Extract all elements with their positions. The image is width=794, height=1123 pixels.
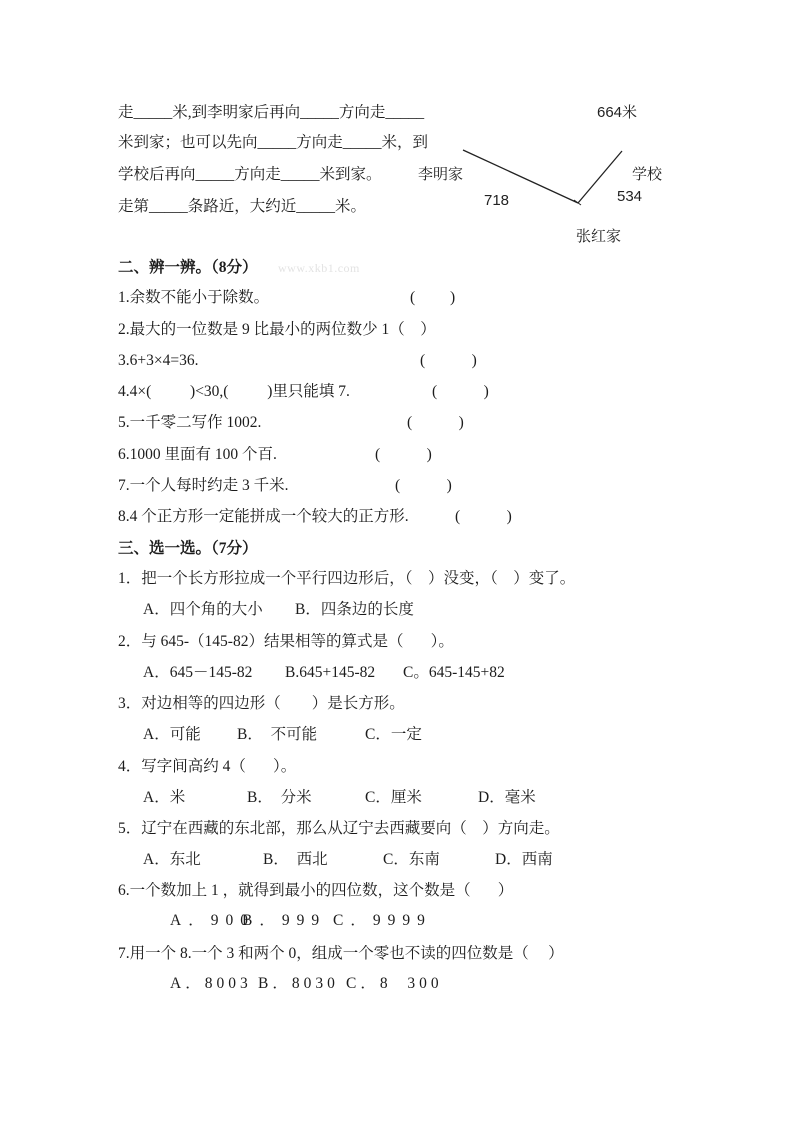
judge-item: 7.一个人每时约走 3 千米. xyxy=(118,477,289,494)
option-b: B．四条边的长度 xyxy=(295,601,414,618)
judge-item: 8.4 个正方形一定能拼成一个较大的正方形. xyxy=(118,508,409,525)
option-a: A．可能 xyxy=(143,726,201,743)
option-b: B.645+145-82 xyxy=(285,664,376,681)
option-b: B．999 xyxy=(242,912,327,929)
answer-paren: ( ) xyxy=(420,352,477,369)
diagram-label-top-distance: 664米 xyxy=(597,104,638,121)
option-a: A．东北 xyxy=(143,851,201,868)
option-a: A．645－145-82 xyxy=(143,664,253,681)
option-c: C．厘米 xyxy=(365,789,422,806)
answer-paren: ( ) xyxy=(410,289,456,306)
judge-item: 2.最大的一位数是 9 比最小的两位数少 1（ ） xyxy=(118,321,436,338)
answer-paren: ( ) xyxy=(375,446,432,463)
diagram-label-right-distance: 534 xyxy=(617,188,643,205)
problem-line: 走第_____条路近，大约近_____米。 xyxy=(118,198,367,215)
problem-line: 学校后再向_____方向走_____米到家。 xyxy=(118,166,382,183)
route-diagram xyxy=(455,140,635,215)
watermark: www.xkb1.com xyxy=(278,261,360,275)
option-b: B． 分米 xyxy=(247,789,312,806)
answer-paren: ( ) xyxy=(395,477,452,494)
option-c: C．9999 xyxy=(333,912,432,929)
option-c: C。645-145+82 xyxy=(403,664,505,681)
judge-item: 6.1000 里面有 100 个百. xyxy=(118,446,277,463)
answer-paren: ( ) xyxy=(407,414,464,431)
diagram-label-left-distance: 718 xyxy=(484,192,510,209)
option-a: A．8003 xyxy=(170,975,252,992)
judge-item: 4.4×( )<30,( )里只能填 7. xyxy=(118,383,350,400)
diagram-label-school: 学校 xyxy=(632,166,663,183)
judge-item: 1.余数不能小于除数。 xyxy=(118,289,270,306)
option-b: B． 不可能 xyxy=(237,726,318,743)
option-a: A．米 xyxy=(143,789,186,806)
problem-line: 米到家；也可以先向_____方向走_____米，到 xyxy=(118,134,429,151)
problem-line: 走_____米,到李明家后再向_____方向走_____ xyxy=(118,104,425,121)
route-line-right xyxy=(578,151,622,203)
judge-item: 3.6+3×4=36. xyxy=(118,352,199,369)
option-a: A．900 xyxy=(170,912,255,929)
option-d: D．毫米 xyxy=(478,789,536,806)
section-heading-choice: 三、选一选。（7分） xyxy=(118,540,258,557)
option-c: C．一定 xyxy=(365,726,422,743)
question-stem: 3．对边相等的四边形（ ）是长方形。 xyxy=(118,695,405,712)
route-line-left xyxy=(463,150,578,203)
option-a: A．四个角的大小 xyxy=(143,601,263,618)
question-stem: 6.一个数加上 1 ，就得到最小的四位数，这个数是（ ） xyxy=(118,882,514,899)
option-d: D．西南 xyxy=(495,851,553,868)
answer-paren: ( ) xyxy=(455,508,512,525)
question-stem: 1．把一个长方形拉成一个平行四边形后，（ ）没变，（ ）变了。 xyxy=(118,570,576,587)
question-stem: 4．写字间高约 4（ ）。 xyxy=(118,758,297,775)
option-b: B． 西北 xyxy=(263,851,328,868)
section-heading-judge: 二、辨一辨。（8分） xyxy=(118,259,258,276)
diagram-label-zhang-home: 张红家 xyxy=(576,228,622,245)
diagram-label-li-home: 李明家 xyxy=(418,166,464,183)
question-stem: 7.用一个 8.一个 3 和两个 0，组成一个零也不读的四位数是（ ） xyxy=(118,945,564,962)
option-b: B．8030 xyxy=(258,975,339,992)
judge-item: 5.一千零二写作 1002. xyxy=(118,414,262,431)
question-stem: 2．与 645-（145-82）结果相等的算式是（ ）。 xyxy=(118,633,454,650)
option-c: C．东南 xyxy=(383,851,440,868)
answer-paren: ( ) xyxy=(432,383,489,400)
option-c: C．8 300 xyxy=(346,975,443,992)
question-stem: 5．辽宁在西藏的东北部，那么从辽宁去西藏要向（ ）方向走。 xyxy=(118,820,560,837)
